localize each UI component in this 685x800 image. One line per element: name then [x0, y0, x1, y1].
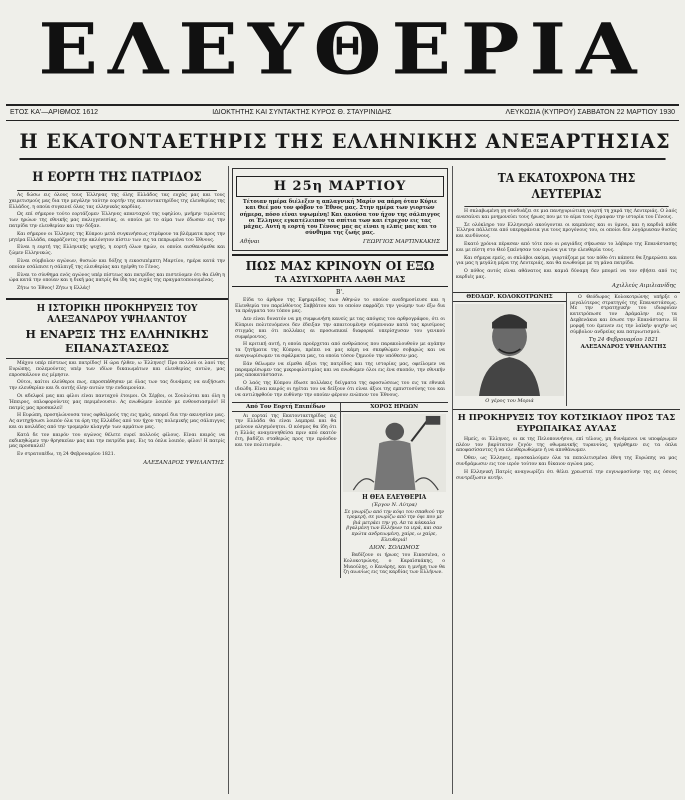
kolokotronis-heading: ΘΕΟΔΩΡ. ΚΟΛΟΚΟΤΡΩΝΗΣ: [453, 293, 566, 302]
masthead-title: ΕΛΕΥΘΕΡΙΑ: [38, 8, 647, 91]
right-article-signature: Αχιλλεύς Αιμιλιανίδης: [612, 282, 676, 289]
proclamation-paragraph: Η Ελληνική Πατρίς αναγνωρίζει ότι θέλει χρεωστεί την ευγνωμοσύνην της εις όσους συντρέξωσιν αυτήν.: [456, 469, 677, 481]
right-paragraph: Σε ολόκληρο τον Ελληνισμό ακούγονται οι καμπάνες και οι ύμνοι, και η καρδιά κάθε Έλληνα πάλλεται από υπερηφάνεια για τους προγόνους του, οι οποίοι δεν λογάριασαν θυσίες και κινδύνους.: [456, 222, 677, 240]
kolokotronis-text: Ο Θεόδωρος Κολοκοτρώνης υπήρξε ο μεγαλύτερος στρατηγός της Επαναστάσεως. Με την στρατηγικήν του ιδιοφυΐαν κατετρόπωσε τον Δράμαλην εις τα Δερβενάκια και έσωσε την Επανάστασιν. Η μορφή του έμεινεν εις την λαϊκήν ψυχήν ως σύμβολον ανδρείας και πατριωτισμού.: [570, 294, 677, 335]
proclamation-paragraph: Ημείς, οι Έλληνες, οι εκ της Πελοποννήσου, επί τέλους, μη δυνάμενοι να υποφέρωμεν πλέον τον βαρύτατον ζυγόν της οθωμανικής τυραννίας, ηγέρθημεν εις τα όπλα αποφασίσαντες ή να ελευθερωθώμεν ή να αποθάνωμεν.: [456, 436, 677, 454]
kolokotronis-text-block: [566, 293, 680, 406]
middle-column: [232, 166, 448, 794]
date-note: Τη 24 Φεβρουαρίου 1821: [588, 337, 659, 344]
heroes-dance-heading: ΧΟΡΟΣ ΗΡΩΩΝ: [341, 403, 449, 412]
middle-subcolumn-right: [340, 403, 449, 579]
middle-split-row: [232, 402, 448, 579]
right-paragraph: Η σκλαβωμένη γη συνδυάζει σε μια πανηγυριώτικη γιορτή τη χαρά της Λευτεριάς. Ο λαός ανασαίνει και μνημονεύει τους ήρωες που με το αίμα τους έγραψαν την ιστορία του Γένους.: [456, 209, 677, 220]
solomos-poem: Σε γνωρίζω από την κόψι του σπαθιού την τρομερή, σε γνωρίζω από την όψι που με βιά μετράει την γη. Απ τα κόκκαλα βγαλμένη των Ελλήνων τα ιερά, και σαν πρώτα ανδρειωμένη, χαίρε, ω χαίρε, Ελευθεριά!: [344, 509, 445, 543]
owner-line: ΙΔΙΟΚΤΗΤΗΣ ΚΑΙ ΣΥΝΤΑΚΤΗΣ ΚΥΡΟΣ Θ. ΣΤΑΥΡΙΝΙΔΗΣ: [212, 109, 392, 116]
left-article-heading: Η ΕΟΡΤΗ ΤΗΣ ΠΑΤΡΙΔΟΣ: [17, 166, 217, 191]
middle-paragraph: Δεν είναι δυνατόν να μη συμφωνήση κανείς με τας απόψεις του αρθρογράφου, ότι οι Κύπριοι πολιτευόμενοι δεν έδειξαν την απαιτουμένην σύμπνοιαν κατά τας κρισίμους στιγμάς και ότι πολλάκις αι προσωπικαί διαφοραί υπερίσχυσαν του γενικού συμφέροντος.: [235, 317, 445, 340]
left-paragraph: Και σήμερον οι Έλληνες της Κύπρου μετά συγκινήσεως στρέφουν τα βλέμματα προς την μητέρα Ελλάδα, εκφράζοντες την ακλόνητον πίστιν των εις τα πεπρωμένα του Έθνους.: [9, 231, 225, 243]
proclamation-heading: Η ΠΡΟΚΗΡΥΞΙΣ ΤΟΥ ΚΟΤΣΙΚΙΔΟΥ ΠΡΟΣ ΤΑΣ ΕΥΡΩΠΑΙΚΑΣ ΑΥΛΑΣ: [453, 409, 680, 435]
right-paragraph: Και σήμερα εμείς, οι σκλάβοι ακόμα, γιορτάζομε με τον πόθο ότι κάποτε θα ξημερώσει και για μας η μεγάλη μέρα της Λευτεριάς, και θα ενωθούμε με τη μάνα πατρίδα.: [456, 255, 677, 267]
goddess-liberty-illustration: [343, 414, 447, 492]
poem-author-solomos: ΔΙΟΝ. ΣΟΛΩΜΟΣ: [369, 545, 420, 552]
kolokotronis-caption: Ο γέρος του Μοριά: [485, 397, 534, 404]
middle-paragraph: Εάν θέλωμεν να είμεθα άξιοι της πατρίδος και της ιστορίας μας, οφείλομεν να παραμερίσωμεν τας μικροφιλοτιμίας και να ενωθώμεν όλοι εις ένα σκοπόν, την εθνικήν μας αποκατάστασιν.: [235, 361, 445, 379]
right-article-heading: ΤΑ ΕΚΑΤΟΧΡΟΝΑ ΤΗΣ ΛΕΥΤΕΡΙΑΣ: [464, 166, 668, 207]
middle-paragraph: Είδα το άρθρον της Εφημερίδος των Αθηνών το οποίον ανεδημοσίευσε και η Ελευθερία του παρελθόντος Σαββάτου και το οποίον εκφράζει την γνώμην των έξω δια τα πράγματα του τόπου μας.: [235, 297, 445, 315]
history-heading: Η ΕΝΑΡΞΙΣ ΤΗΣ ΕΛΛΗΝΙΚΗΣ ΕΠΑΝΑΣΤΑΣΕΩΣ: [6, 328, 228, 359]
history-paragraph: Οι αδελφοί μας και φίλοι είναι πανταχού έτοιμοι. Οι Σέρβοι, οι Σουλιώται και όλη η Ήπειρος, οπλοφορούντες μας περιμένουσιν. Ας ενωθώμεν λοιπόν με ενθουσιασμόν! Η πατρίς μας προσκαλεί!: [9, 393, 225, 411]
middle-paragraph: Ο λαός της Κύπρου έδωσε πολλάκις δείγματα της αφοσιώσεως του εις τα εθνικά ιδεώδη. Είναι καιρός οι ηγέται του να δείξουν ότι είναι άξιοι της εμπιστοσύνης του και να αντιληφθούν την ευθύνην την οποίαν φέρουν ενώπιον του Έθνους.: [235, 381, 445, 398]
history-signature: ΑΛΕΞΑΝΔΡΟΣ ΥΨΗΛΑΝΤΗΣ: [143, 459, 224, 466]
poem-author: ΓΕΩΡΓΙΟΣ ΜΑΡΤΙΝΚΑΚΗΣ: [362, 238, 440, 245]
left-column: [6, 166, 229, 794]
illustration-credit: (Έργον Ν. Λύτρα): [371, 501, 417, 508]
left-article-body: [6, 193, 228, 292]
mistakes-subheading: ΤΑ ΑΣΥΓΧΩΡΗΤΑ ΛΑΘΗ ΜΑΣ: [232, 274, 448, 287]
celebration-subheading: Από Τον Εορτή Επιπέδων: [232, 403, 340, 412]
kolokotronis-portrait-block: [453, 293, 566, 406]
history-paragraph: Εν στρατοπέδω, τη 24 Φεβρουαρίου 1821.: [17, 452, 116, 458]
history-paragraph: Μάχου υπέρ πίστεως και πατρίδος! Η ώρα ήλθεν, ω Έλληνες! Προ πολλού οι λαοί της Ευρώπης, πολεμούντες υπέρ των ιδίων δικαιωμάτων και ελευθερίας αυτών, μας επροσκάλουν εις μίμησιν.: [9, 360, 225, 378]
how-they-judge-heading: ΠΩΣ ΜΑΣ ΚΡΙΝΟΥΝ ΟΙ ΕΞΩ: [232, 254, 448, 273]
history-title: Η ΙΣΤΟΡΙΚΗ ΠΡΟΚΗΡΥΞΙΣ ΤΟΥ ΑΛΕΞΑΝΔΡΟΥ ΥΨΗΛΑΝΤΟΥ: [6, 298, 228, 326]
march-25-signature-row: [240, 239, 440, 245]
masthead-subline: [6, 104, 679, 121]
history-body: [6, 361, 228, 458]
left-paragraph: Ζήτω το Έθνος! Ζήτω η Ελλάς!: [17, 286, 91, 292]
march-25-box: [232, 168, 448, 251]
proclamation-paragraph: Όθεν, ως Έλληνες, προσκαλούμεν όλα τα πεπολιτισμένα έθνη της Ευρώπης να μας συνδράμωσιν εις τον ιερόν τούτον και δίκαιον αγώνα μας.: [456, 456, 677, 467]
part-number: Β'.: [336, 288, 344, 296]
heroes-text: Βαδίζουν οι ήρωες του Εικοσιένα, ο Κολοκοτρώνης, ο Καραϊσκάκης, ο Μιαούλης, ο Κανάρης, και η μνήμη των θα ζη αιωνίως εις τας καρδίας των Ελλήνων.: [343, 553, 445, 576]
issue-date: ΛΕΥΚΩΣΙΑ (ΚΥΠΡΟΥ) ΣΑΒΒΑΤΟΝ 22 ΜΑΡΤΙΟΥ 1930: [505, 109, 675, 116]
march-25-poem: Τέτοιαν ημέρα διέλεξεν η απλαγνική Μαρίν να πάρη όταν Κύριε και Θεέ μου τον φόβον το Έθνος μας. Στην ημέρα των γιορτών σήμερα, πόσο είναι υψωμένη! Και ακούσα τον ήχον της σάλπιγγος οι Έλληνες εγκατέλειπον τα σπίτια των και έτρεχον εις τας μάχας. Αυτή η εορτή του Γένους μας ας είναι η ελπίς μας και το σύνθημα της ζωής μας.: [239, 199, 441, 237]
poem-place: Αθήναι: [240, 238, 260, 245]
celebration-text: Αι εορταί της Εκατονταετηρίδος εις την Ελλάδα θα είναι λαμπραί και θα μείνουν αλησμόνητοι. Ο κόσμος θα ίδη ότι η Ελλάς αναγεννηθείσα πριν από εκατόν έτη, βαδίζει σταθερώς προς την πρόοδον και τον πολιτισμόν.: [235, 413, 337, 448]
right-paragraph: Ο πόθος αυτός είναι αθάνατος και καμιά δύναμη δεν μπορεί να τον σβήσει από τις καρδιές μας.: [456, 269, 677, 280]
history-paragraph: Η Ευρώπη, προσηλώνουσα τους οφθαλμούς της εις ημάς, απορεί δια την ακινησίαν μας. Ας αντηχήσωσι λοιπόν όλα τα όρη της Ελλάδος από τον ήχον της πολεμικής μας σάλπιγγος και αι κοιλάδες από την τρομεράν κλαγγήν των αρμάτων μας.: [9, 413, 225, 430]
march-25-heading: Η 25η ΜΑΡΤΙΟΥ: [236, 176, 444, 197]
left-paragraph: Ως επί σήμερον τούτο εορτάζομεν Έλληνες απανταχού της υφηλίου, μνήμην τιμώντες των ηρώων της εθνικής μας παλιγγενεσίας, οι οποίοι με το αίμα των έδωσαν εις την πατρίδα την ελευθερίαν και την δόξαν.: [9, 212, 225, 229]
middle-paragraph: Η κριτική αυτή, η οποία προέρχεται από ανθρώπους που παρακολουθούν με αγάπην τα ζητήματα της Κύπρου, πρέπει να μας κάμη να σκεφθώμεν σοβαρώς και να αναγνωρίσωμεν τα σφάλματα μας, τα οποία τόσον ζημιούν την υπόθεσιν μας.: [235, 342, 445, 359]
history-paragraph: Κατά δε τον καιρόν του αγώνος θέλετε ευρεί πολλούς φίλους. Είναι καιρός να εκδικηθώμεν την θρησκείαν μας και την πατρίδα μας. Εις τα όπλα λοιπόν, φίλοι! Η πατρίς μας προσκαλεί!: [9, 432, 225, 450]
left-paragraph: Είναι σύμβολον αγώνων, θυσιών και δόξης η εικοσιπέμπτη Μαρτίου, ημέρα κατά την οποίαν εσάλπισε η σάλπιγξ της ελευθερίας και ηγέρθη το Γένος.: [9, 258, 225, 270]
right-split-row: [453, 292, 680, 406]
left-paragraph: Είναι η εορτή της Ελληνικής ψυχής, η εορτή όλων ημών, οι οποίοι αισθανόμεθα και ζώμεν Ελληνικώς.: [9, 245, 225, 257]
middle-subcolumn-left: [232, 403, 340, 579]
right-column: [452, 166, 680, 794]
left-paragraph: Ας δώσω εις όλους τους Έλληνας της όλης Ελλάδος τας ευχάς μας και τους χαιρετισμούς μας δια την μεγάλην ταύτην εορτήν της εκατονταετηρίδος της ελευθερίας της Ελλάδος, η οποία συγκινεί όλας τας ελληνικάς καρδίας.: [9, 193, 225, 210]
kolokotronis-portrait: [455, 304, 564, 396]
issue-number: ΕΤΟΣ ΚΑ'—ΑΡΙΘΜΟΣ 1612: [10, 109, 99, 116]
illustration-caption: Η ΘΕΑ ΕΛΕΥΘΕΡΙΑ: [362, 493, 427, 501]
main-banner-headline: Η ΕΚΑΤΟΝΤΑΕΤΗΡΙΣ ΤΗΣ ΕΛΛΗΝΙΚΗΣ ΑΝΕΞΑΡΤΗΣΙΑΣ: [19, 124, 665, 160]
ypsilantis-signature: ΑΛΕΞΑΝΔΡΟΣ ΥΨΗΛΑΝΤΗΣ: [580, 344, 667, 351]
right-paragraph: Εκατό χρόνια πέρασαν από τότε που οι ραγιάδες σήκωσαν το λάβαρο της Επανάστασης και με πίστη στο Θεό ξεκίνησαν τον αγώνα για την ελευθερία τους.: [456, 241, 677, 253]
left-paragraph: Είναι το σύνθημα ενός αγώνος υπέρ πίστεως και πατρίδος και πιστεύομεν ότι θα έλθη η ώρα κατά την οποίαν και η δική μας πατρίς θα ίδη τας ευχάς της πραγματοποιουμένας.: [9, 272, 225, 284]
history-paragraph: Ούτοι, καίτοι ελεύθεροι πως, επροσπάθησαν με όλας των τας δυνάμεις να αυξήσωσι την ελευθερίαν και δι αυτής όλην αυτών την ευδαιμονίαν.: [9, 380, 225, 392]
